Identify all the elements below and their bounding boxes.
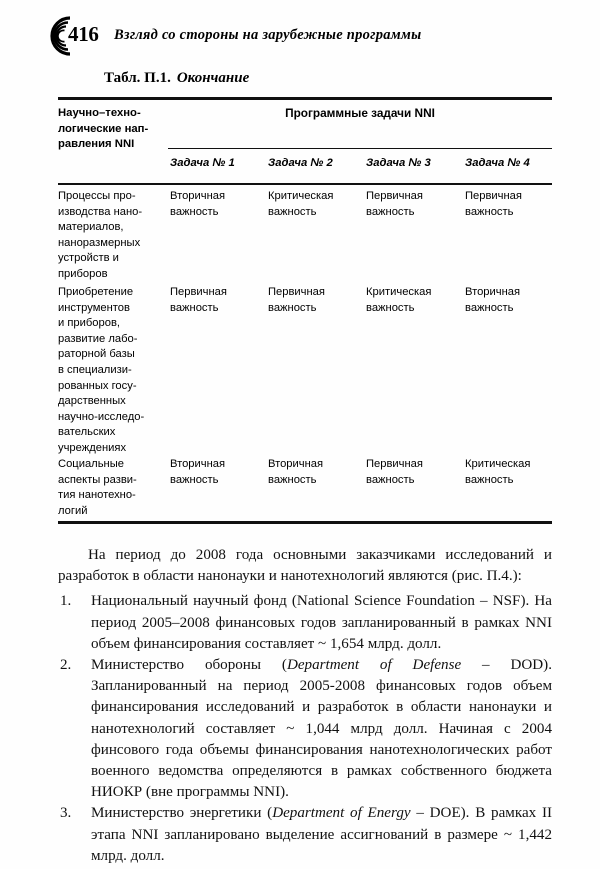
page-folio — [46, 14, 108, 58]
table-caption-label: Табл. П.1. — [104, 70, 171, 86]
table-rule-group — [168, 148, 552, 149]
table-cell: Первичная важность — [170, 286, 227, 314]
list-item-text-italic: Department of Energy — [272, 805, 411, 822]
table-cell: Критическая важность — [465, 458, 531, 486]
page-number: 416 — [68, 22, 99, 46]
table-rule-bottom — [58, 521, 552, 524]
list-item-text-after: – DOE). В рамках II этапа NNI запланировано выделение ассигнований в размере ~ 1,442 млрд. долл. — [91, 805, 552, 864]
table-group-header: Программные задачи NNI — [285, 106, 435, 120]
table-cell: Первичная важность — [366, 190, 423, 218]
table-cell: Критическая важность — [366, 286, 432, 314]
table-column-header: Задача № 2 — [268, 157, 333, 169]
table-rule-top — [58, 97, 552, 100]
running-head — [0, 14, 600, 58]
list-item-text-before: Национальный научный фонд (National Science Foundation – NSF). На период 2005–2008 финансовых годов запланированный в рамках NNI объем финансирования составляет ~ 1,654 млрд. долл. — [91, 593, 552, 652]
list-item-number: 2. — [60, 657, 72, 674]
table-cell: Вторичная важность — [170, 458, 226, 486]
table-cell: Первичная важность — [268, 286, 325, 314]
list-item-text-italic: Department of Defense — [286, 657, 462, 674]
table-cell: Первичная важность — [465, 190, 522, 218]
table-column-header: Задача № 4 — [465, 157, 530, 169]
list-item-number: 1. — [60, 593, 72, 610]
list-item — [58, 803, 552, 867]
list-item — [58, 591, 552, 655]
body-text — [58, 545, 552, 867]
table-caption-continuation: Окончание — [176, 70, 250, 86]
table-cell: Вторичная важность — [170, 190, 226, 218]
intro-paragraph: На период до 2008 года основными заказчиками исследований и разработок в области нанонауки и нанотехнологий являются (рис. П.4.): — [58, 547, 552, 585]
table-row-header-title: Научно–техно- логические нап- равления NNI — [58, 107, 149, 150]
list-item-text-before: Министерство энергетики ( — [91, 805, 273, 822]
table-body — [58, 189, 552, 521]
table-rule-subheader — [58, 183, 552, 185]
table-cell: Первичная важность — [366, 458, 423, 486]
table-row — [58, 457, 552, 521]
list-item-number: 3. — [60, 805, 72, 822]
table-caption — [104, 70, 249, 87]
table-column-headers — [168, 157, 552, 177]
table-row-header: Социальные аспекты разви- тия нанотехно- логий — [58, 458, 137, 517]
list-item — [58, 655, 552, 803]
table-row-header: Приобретение инструментов и приборов, развитие лабо- раторной базы в специализи- рованных госу- дарственных научно-исследо- вательских учреждениях — [58, 286, 145, 454]
list-item-text-after: – DOD). Запланированный на период 2005-2008 финансовых годов объем финансирования исследований и разработок в области нанонауки и нанотехнологий составляет ~ 1,044 млрд долл. Начиная с 2004 финсового года объемы финансирования нанотехнологических работ военного ведомства определяются в рамках собственного бюджета НИОКР (вне программы NNI). — [91, 657, 552, 801]
table-cell: Вторичная важность — [268, 458, 324, 486]
table-row — [58, 285, 552, 457]
table-row-header: Процессы про- изводства нано- материалов, наноразмерных устройств и приборов — [58, 190, 143, 280]
table-column-header: Задача № 3 — [366, 157, 431, 169]
list-item-text-before: Министерство обороны ( — [91, 657, 287, 674]
table-nni-priorities — [58, 97, 552, 525]
table-cell: Вторичная важность — [465, 286, 521, 314]
table-column-header: Задача № 1 — [170, 157, 235, 169]
table-row — [58, 189, 552, 285]
funding-agency-list — [58, 591, 552, 867]
running-head-title: Взгляд со стороны на зарубежные программы — [114, 27, 422, 43]
table-cell: Критическая важность — [268, 190, 334, 218]
